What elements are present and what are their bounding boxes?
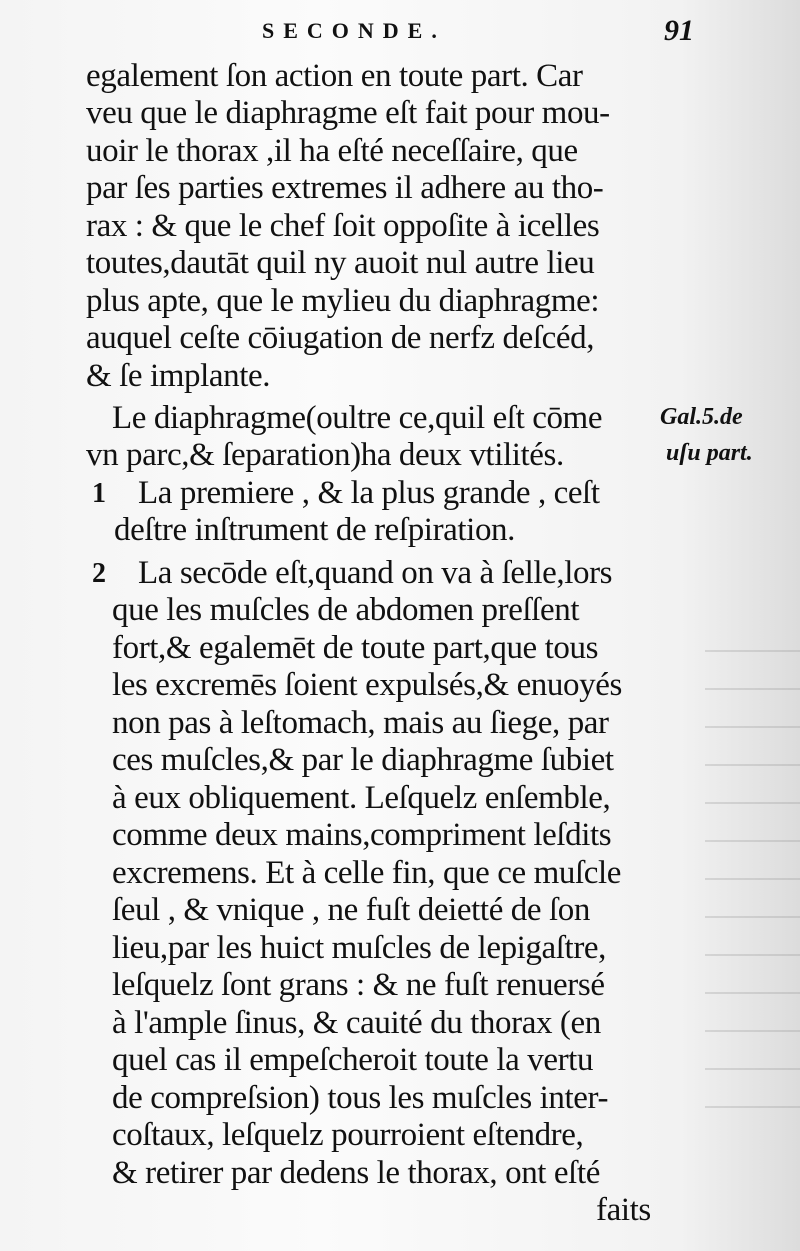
text-line: ſeul , & vnique , ne fuſt deietté de ſon — [112, 892, 590, 928]
text-line: à eux obliquement. Leſquelz enſemble, — [112, 780, 611, 816]
text-line: La premiere , & la plus grande , ceſt — [138, 475, 600, 511]
text-line: de compreſsion) tous les muſcles inter- — [112, 1080, 609, 1116]
text-line: egalement ſon action en toute part. Car — [86, 58, 583, 94]
page-number: 91 — [664, 14, 694, 47]
item-number: 2 — [92, 558, 106, 589]
text-line: coſtaux, leſquelz pourroient eſtendre, — [112, 1117, 584, 1153]
text-line: que les muſcles de abdomen preſſent — [112, 592, 580, 628]
text-line: & retirer par dedens le thorax, ont eſté — [112, 1155, 600, 1191]
text-line: auquel ceſte cōiugation de nerfz deſcéd, — [86, 320, 595, 356]
text-line: vn parc,& ſeparation)ha deux vtilités. — [86, 437, 564, 473]
text-line: fort,& egalemēt de toute part,que tous — [112, 630, 599, 666]
text-line: Le diaphragme(oultre ce,quil eſt cōme — [112, 400, 603, 436]
text-line: excremens. Et à celle fin, que ce muſcle — [112, 855, 621, 891]
text-line: La secōde eſt,quand on va à ſelle,lors — [138, 555, 613, 591]
text-line: uoir le thorax ,il ha eſté neceſſaire, que — [86, 133, 578, 169]
margin-note-line: Gal.5.de — [660, 404, 743, 430]
show-through-texture — [705, 620, 800, 1140]
text-line: rax : & que le chef ſoit oppoſite à icelles — [86, 208, 600, 244]
text-line: quel cas il empeſcheroit toute la vertu — [112, 1042, 594, 1078]
text-line: deſtre inſtrument de reſpiration. — [114, 512, 515, 548]
text-line: toutes,dautāt quil ny auoit nul autre lieu — [86, 245, 595, 281]
running-header: SECONDE. — [262, 18, 446, 43]
text-line: à l'ample ſinus, & cauité du thorax (en — [112, 1005, 601, 1041]
text-line: non pas à leſtomach, mais au ſiege, par — [112, 705, 609, 741]
margin-note-line: uſu part. — [666, 440, 753, 466]
text-line: plus apte, que le mylieu du diaphragme: — [86, 283, 600, 319]
text-line: comme deux mains,compriment leſdits — [112, 817, 612, 853]
text-line: lieu,par les huict muſcles de lepigaſtre, — [112, 930, 607, 966]
text-line: leſquelz ſont grans : & ne fuſt renuersé — [112, 967, 605, 1003]
text-line: les excremēs ſoient expulsés,& enuoyés — [112, 667, 622, 703]
text-line: ces muſcles,& par le diaphragme ſubiet — [112, 742, 614, 778]
text-line: par ſes parties extremes il adhere au tho- — [86, 170, 604, 206]
catchword: faits — [596, 1192, 651, 1228]
text-line: & ſe implante. — [86, 358, 271, 394]
item-number: 1 — [92, 478, 106, 509]
text-line: veu que le diaphragme eſt fait pour mou- — [86, 95, 610, 131]
